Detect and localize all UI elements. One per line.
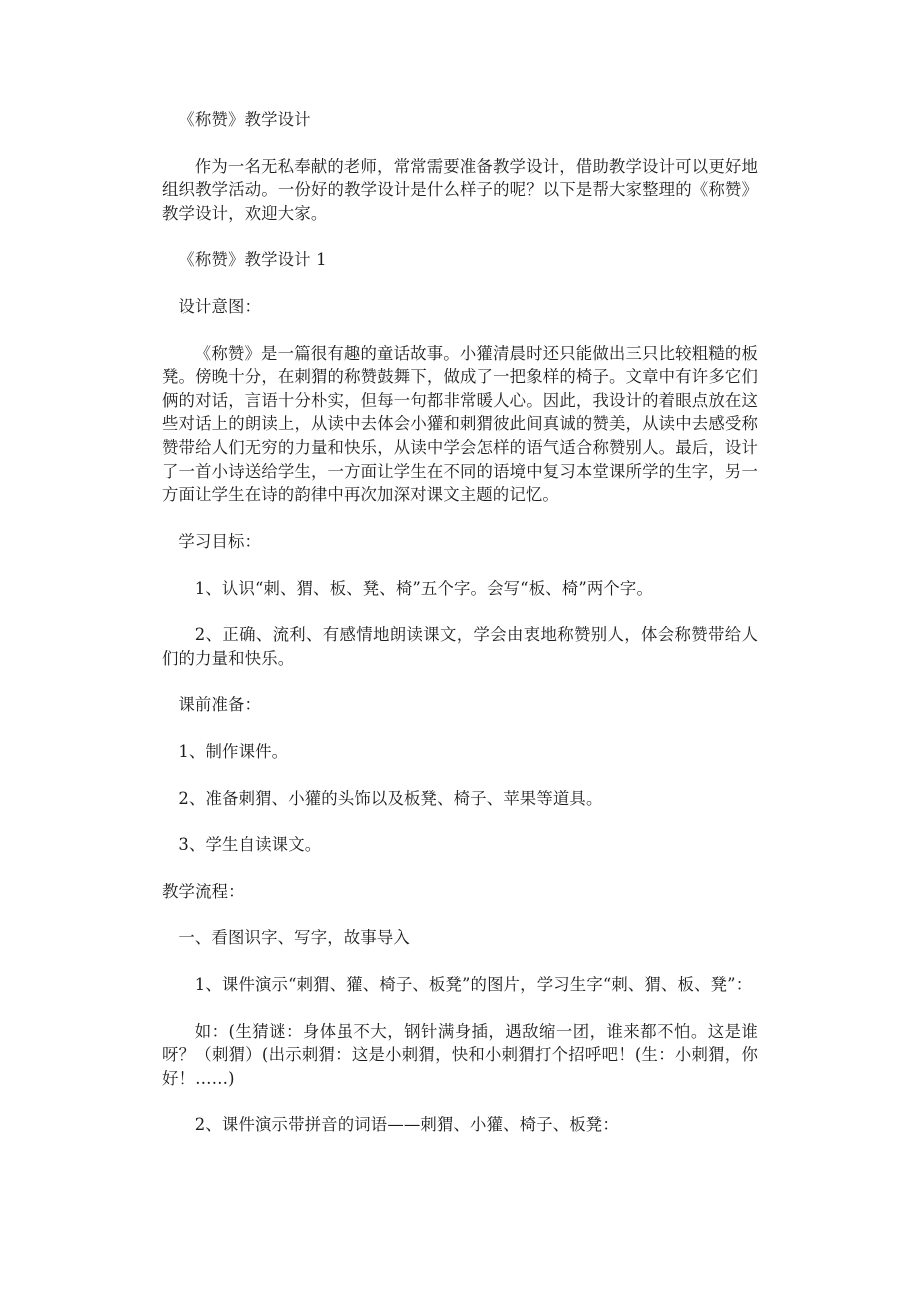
learning-goal-item-1: 1、认识“刺、猬、板、凳、椅”五个字。会写“板、椅”两个字。 [194,578,654,598]
document-text-column [162,108,758,1137]
section-heading-one: 一、看图识字、写字，故事导入 [178,928,410,948]
teaching-step-2: 2、课件演示带拼音的词语——刺猬、小獾、椅子、板凳： [194,1115,619,1135]
teaching-step-1: 1、课件演示“刺猬、獾、椅子、板凳”的图片，学习生字“刺、猬、板、凳”： [194,975,753,995]
design-subtitle: 《称赞》教学设计 1 [178,250,327,270]
preparation-item-3: 3、学生自读课文。 [178,835,322,855]
document-title: 《称赞》教学设计 [178,110,311,129]
heading-design-intent: 设计意图： [178,296,262,316]
teaching-step-1-example: 如：(生猜谜：身体虽不大，钢针满身插，遇敌缩一团，谁来都不怕。这是谁呀？（刺猬）(出示刺猬：这是小刺猬，快和小刺猬打个招呼吧！(生：小刺猬，你好！……) [162,1021,758,1088]
learning-goal-item-2: 2、正确、流利、有感情地朗读课文，学会由衷地称赞别人，体会称赞带给人们的力量和快乐。 [162,625,758,668]
intro-paragraph: 作为一名无私奉献的老师，常常需要准备教学设计，借助教学设计可以更好地组织教学活动。一份好的教学设计是什么样子的呢？以下是帮大家整理的《称赞》教学设计，欢迎大家。 [162,156,758,223]
heading-learning-goals: 学习目标： [178,532,262,552]
preparation-item-1: 1、制作课件。 [178,742,289,762]
heading-teaching-flow: 教学流程： [162,881,245,901]
design-intent-body: 《称赞》是一篇很有趣的童话故事。小獾清晨时还只能做出三只比较粗糙的板凳。傍晚十分，在刺猬的称赞鼓舞下，做成了一把象样的椅子。文章中有许多它们俩的对话，言语十分朴实，但每一句都非常暖人心。因此，我设计的着眼点放在这些对话上的朗读上，从读中去体会小獾和刺猬彼此间真诚的赞美，从读中去感受称赞带给人们无穷的力量和快乐，从读中学会怎样的语气适合称赞别人。最后，设计了一首小诗送给学生，一方面让学生在不同的语境中复习本堂课所学的生字，另一方面让学生在诗的韵律中再次加深对课文主题的记忆。 [162,343,758,505]
preparation-item-2: 2、准备刺猬、小獾的头饰以及板凳、椅子、苹果等道具。 [178,788,603,808]
heading-class-preparation: 课前准备： [178,695,262,715]
